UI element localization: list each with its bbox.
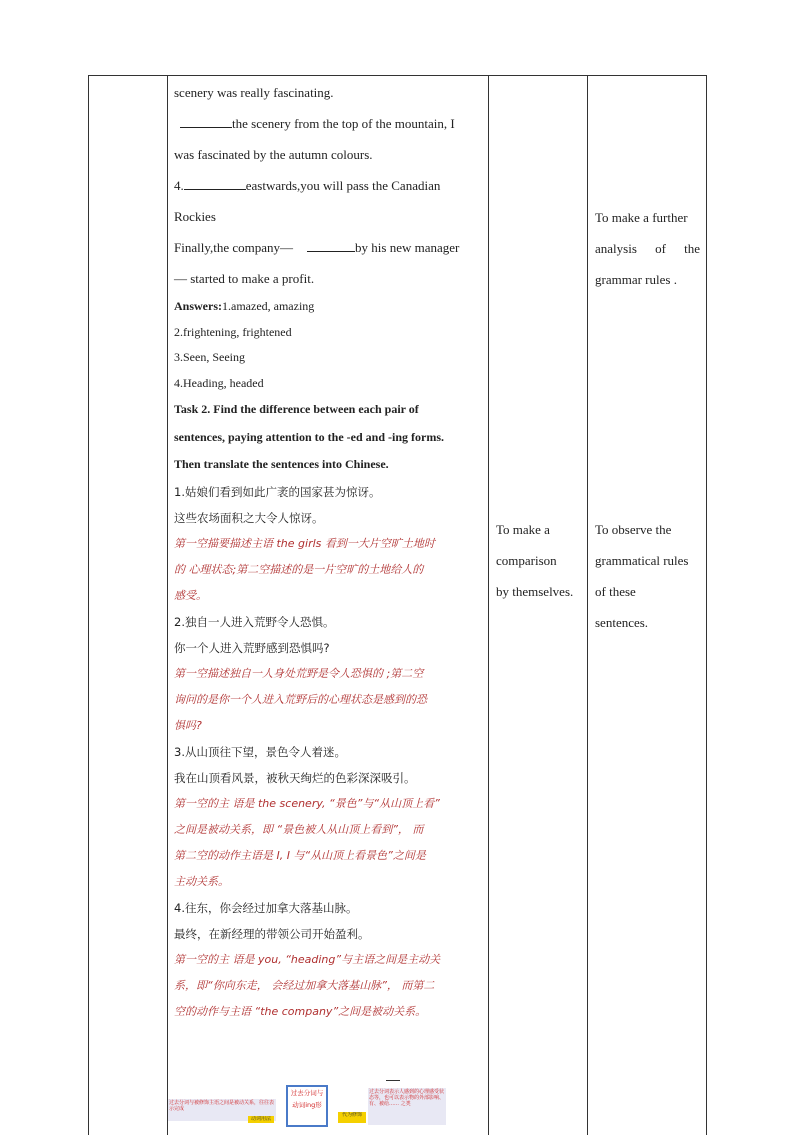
- method-text: comparison: [496, 553, 557, 568]
- exercise-line: [174, 108, 481, 139]
- purpose-text: To observe the: [595, 522, 672, 537]
- table-divider-3: [587, 75, 588, 1135]
- activity-column: [174, 77, 481, 1025]
- thumb-tag-right: 代为修饰: [338, 1112, 366, 1123]
- explanation-line: 之间是被动关系，即 “景色被人从山顶上看到”， 而: [174, 822, 424, 836]
- table-border-left: [88, 75, 89, 1135]
- explanation-line: 系，即“你向东走， 会经过加拿大落基山脉”， 而第二: [174, 978, 435, 992]
- table-border-right: [706, 75, 707, 1135]
- answer-blank: [184, 178, 246, 190]
- chinese-sentence: 1.姑娘们看到如此广袤的国家甚为惊讶。: [174, 484, 381, 499]
- purpose-text: grammatical rules: [595, 553, 689, 568]
- explanation-line: 空的动作与主语 “the company”之间是被动关系。: [174, 1004, 427, 1018]
- explanation-line: 第一空的主 语是 the scenery, “景色”与“从山顶上看”: [174, 796, 440, 810]
- text-line: Finally,the company—: [174, 240, 294, 255]
- answers-label: Answers:: [174, 299, 222, 313]
- exercise-line: [174, 170, 481, 201]
- thumb-tag-left: 动词用法: [248, 1116, 274, 1123]
- answer-item: 3.Seen, Seeing: [174, 350, 245, 364]
- text-line: was fascinated by the autumn colours.: [174, 147, 373, 162]
- chinese-sentence: 我在山顶看风景，被秋天绚烂的色彩深深吸引。: [174, 770, 416, 785]
- method-text: by themselves.: [496, 584, 574, 599]
- mind-map-thumbnail: [168, 1080, 488, 1123]
- purpose-text: of these: [595, 584, 636, 599]
- chinese-sentence: 你一个人进入荒野感到恐惧吗?: [174, 640, 330, 655]
- purpose-column-top: [595, 202, 700, 295]
- purpose-text: analysis of the: [595, 241, 700, 256]
- explanation-line: 感受。: [174, 588, 207, 602]
- explanation-line: 第一空描述独自一人身处荒野是令人恐惧的 ;第二空: [174, 666, 424, 680]
- explanation-line: 主动关系。: [174, 874, 229, 888]
- task-heading: Task 2. Find the difference between each pair of: [174, 402, 419, 416]
- purpose-text: sentences.: [595, 615, 649, 630]
- chinese-sentence: 2.独自一人进入荒野令人恐惧。: [174, 614, 335, 629]
- answer-item: 1.amazed, amazing: [222, 299, 315, 313]
- text-line: eastwards,you will pass the Canadian: [245, 178, 441, 193]
- explanation-line: 询问的是你一个人进入荒野后的心理状态是感到的恐: [174, 692, 427, 706]
- text-line: scenery was really fascinating.: [174, 85, 334, 100]
- answer-blank: [180, 116, 232, 128]
- exercise-number: 4.: [174, 178, 184, 193]
- method-column: [496, 514, 580, 607]
- task-heading: Then translate the sentences into Chinese.: [174, 457, 389, 471]
- exercise-line: [174, 232, 481, 263]
- purpose-text: To make a further: [595, 210, 688, 225]
- thumb-box-left: 过去分词与被修饰主语之间是被动关系，往往表示完成: [168, 1099, 276, 1121]
- table-divider-1: [167, 75, 168, 1135]
- chinese-sentence: 4.往东，你会经过加拿大落基山脉。: [174, 900, 358, 915]
- answer-item: 2.frightening, frightened: [174, 324, 292, 339]
- text-line: the scenery from the top of the mountain, I: [232, 116, 455, 131]
- explanation-line: 的 心理状态;第二空描述的是一片空旷的土地给人的: [174, 562, 424, 576]
- purpose-text: grammar rules .: [595, 272, 677, 287]
- task-heading: sentences, paying attention to the -ed and -ing forms.: [174, 429, 444, 444]
- table-divider-2: [488, 75, 489, 1135]
- text-line: by his new manager: [355, 240, 460, 255]
- chinese-sentence: 这些农场面积之大令人惊讶。: [174, 510, 324, 525]
- purpose-column-bottom: [595, 514, 700, 638]
- thumb-box-right: 过去分词表示人感到的心理感受状态等，也可以表示物的外部影响、有、被给…… 之类: [368, 1088, 446, 1125]
- text-line: Rockies: [174, 209, 216, 224]
- explanation-line: 第二空的动作主语是 I, I 与“从山顶上看景色”之间是: [174, 848, 426, 862]
- answers-line: [174, 294, 481, 320]
- thumb-box-center: 过去分词与动词ing形: [286, 1085, 328, 1127]
- explanation-line: 第一空描要描述主语 the girls 看到一大片空旷土地时: [174, 536, 435, 550]
- explanation-line: 惧吗?: [174, 718, 202, 732]
- text-line: — started to make a profit.: [174, 271, 315, 286]
- thumb-connector: [386, 1080, 400, 1081]
- answer-blank: [307, 240, 355, 252]
- explanation-line: 第一空的主 语是 you, “heading”与主语之间是主动关: [174, 952, 441, 966]
- method-text: To make a: [496, 522, 550, 537]
- answer-item: 4.Heading, headed: [174, 375, 264, 390]
- chinese-sentence: 3.从山顶往下望，景色令人着迷。: [174, 744, 346, 759]
- chinese-sentence: 最终，在新经理的带领公司开始盈利。: [174, 926, 370, 941]
